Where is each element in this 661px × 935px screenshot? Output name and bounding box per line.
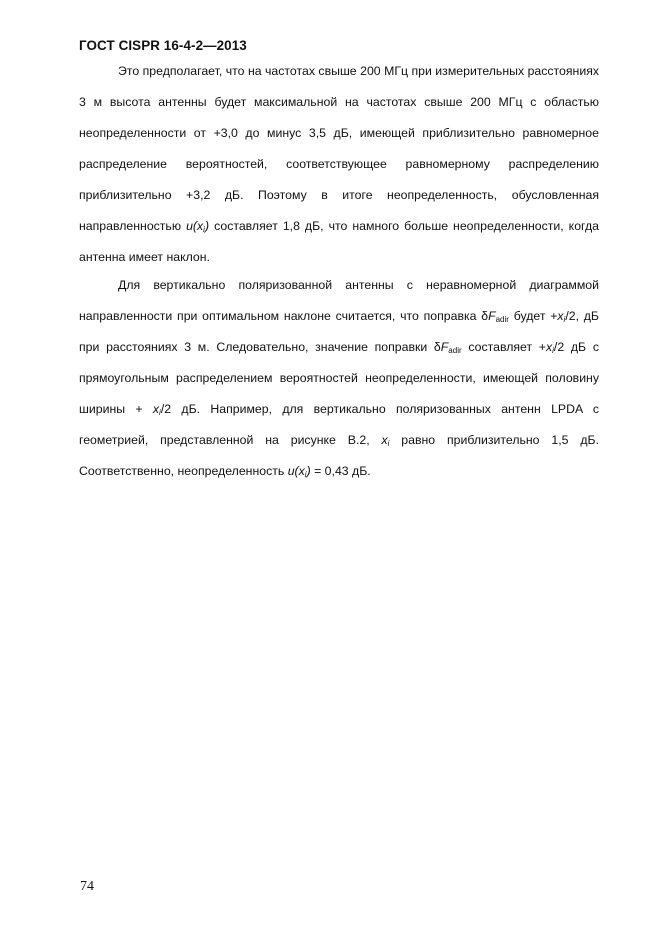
subscript-adir: adir xyxy=(495,315,509,324)
paragraph-1-text-b: составляет 1,8 дБ, что намного больше неопределенности, когда антенна имеет наклон. xyxy=(79,219,599,264)
symbol-x: x xyxy=(381,433,388,447)
paragraph-2-text-a: Для вертикально поляризованной антенны с неравномерной диаграммой направленности при оптимальном наклоне считается, что поправка δ xyxy=(79,278,599,323)
subscript-i: i xyxy=(552,346,554,355)
paragraph-2-text-g: равно приблизительно 1,5 дБ. Соответственно, неопределенность xyxy=(79,433,599,478)
paragraph-2 xyxy=(79,270,599,487)
paragraph-2-text-e: /2 дБ с прямоугольным распределением вероятностей неопределенности, имеющей половину ширины + xyxy=(79,340,599,416)
subscript-i: i xyxy=(304,470,307,479)
document-header: ГОСТ CISPR 16-4-2—2013 xyxy=(79,38,247,53)
paragraph-2-text-h: = 0,43 дБ. xyxy=(310,464,371,478)
paragraph-2-text-f: /2 дБ. Например, для вертикально поляризованных антенн LPDA с геометрией, представленной на рисунке B.2, xyxy=(79,402,599,447)
paragraph-2-text-b: будет + xyxy=(508,309,558,323)
paragraph-1-text-a: Это предполагает, что на частотах свыше 200 МГц при измерительных расстояниях 3 м высота антенны будет максимальной на частотах свыше 200 МГц с областью неопределенности от +3,0 до минус 3,5 дБ, имеющей приблизительно равномерное распределение вероятностей, соответствующее равномерному распределению приблизительно +3,2 дБ. Поэтому в итоге неопределенность, обусловленная направленностью xyxy=(79,64,599,233)
paragraph-2-block xyxy=(79,270,599,487)
symbol-x: x xyxy=(545,340,553,354)
symbol-close-paren: ) xyxy=(204,219,210,233)
subscript-i: i xyxy=(387,439,390,448)
subscript-i: i xyxy=(203,225,205,234)
subscript-adir: adir xyxy=(448,346,462,355)
paragraph-2-text-d: составляет + xyxy=(461,340,546,354)
symbol-u-x: u(x xyxy=(186,219,204,233)
symbol-x: x xyxy=(557,309,564,323)
subscript-i: i xyxy=(563,315,566,324)
paragraph-2-text-c: /2, дБ при расстояниях 3 м. Следовательно, значение поправки δ xyxy=(79,309,600,354)
symbol-x: x xyxy=(152,402,160,416)
symbol-F: F xyxy=(488,309,496,323)
subscript-i: i xyxy=(159,408,161,417)
symbol-F: F xyxy=(440,340,449,354)
page-number: 74 xyxy=(80,879,94,894)
symbol-u-x: u(x xyxy=(287,464,305,478)
paragraph-1 xyxy=(79,56,599,273)
paragraph-1-block xyxy=(79,56,599,273)
symbol-close-paren: ) xyxy=(306,464,311,478)
